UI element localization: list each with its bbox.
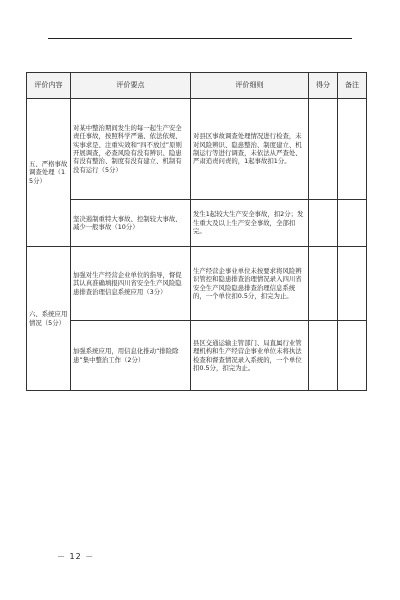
header-content: 评价内容 xyxy=(27,73,71,99)
category-cell: 五、严格事故调查处理（15分） xyxy=(27,99,71,247)
evaluation-table xyxy=(26,72,367,391)
table-row xyxy=(27,247,367,321)
page-number: － 12 － xyxy=(57,552,95,561)
detail-cell: 县区交通运输主管部门、局直属行业管理机构和生产经营企事业单位未将执法检查和督查情况录入系统的，一个单位扣0.5分，扣完为止。 xyxy=(191,321,309,391)
note-cell[interactable] xyxy=(338,200,367,247)
header-rule xyxy=(48,38,352,39)
detail-cell: 对县区事故调查处理情况进行检查，未对风险辨识、隐患整治、制度建立、机制运行等进行调查，未依法从严查处、严肃追责问责的，1起事故扣1分。 xyxy=(191,99,309,200)
score-cell[interactable] xyxy=(309,247,338,321)
point-cell: 加强系统应用，用信息化推动“排险除患”集中整治工作（2分） xyxy=(71,321,191,391)
note-cell[interactable] xyxy=(338,99,367,200)
score-cell[interactable] xyxy=(309,200,338,247)
point-cell: 对某中整治期间发生的每一起生产安全责任事故，按照科学严谨、依法依规、实事求是、注重实效和“四不放过”原则开展调查，必查风险有没有辨识、隐患有没有整治、制度有没有建立、机制有没有运行（5分） xyxy=(71,99,191,200)
score-cell[interactable] xyxy=(309,99,338,200)
detail-cell: 生产经营企事业单位未按要求将风险辨识管控和隐患排查治理情况录入四川省安全生产风险隐患排查治理信息系统的，一个单位扣0.5分，扣完为止。 xyxy=(191,247,309,321)
table-row xyxy=(27,200,367,247)
header-score: 得分 xyxy=(309,73,338,99)
category-cell: 六、系统应用情况（5分） xyxy=(27,247,71,391)
point-cell: 加强对生产经营企业单位的指导，督促其认真准确填报四川省安全生产风险隐患排查治理信息系统应用（3分） xyxy=(71,247,191,321)
score-cell[interactable] xyxy=(309,321,338,391)
table-header-row xyxy=(27,73,367,99)
note-cell[interactable] xyxy=(338,321,367,391)
table-row xyxy=(27,99,367,200)
header-note: 备注 xyxy=(338,73,367,99)
note-cell[interactable] xyxy=(338,247,367,321)
table-row xyxy=(27,321,367,391)
detail-cell: 发生1起较大生产安全事故，扣2分；发生重大及以上生产安全事故，全部扣完。 xyxy=(191,200,309,247)
header-points: 评价要点 xyxy=(71,73,191,99)
header-details: 评价细则 xyxy=(191,73,309,99)
point-cell: 坚决遏制重特大事故、控制较大事故、减少一般事故（10分） xyxy=(71,200,191,247)
